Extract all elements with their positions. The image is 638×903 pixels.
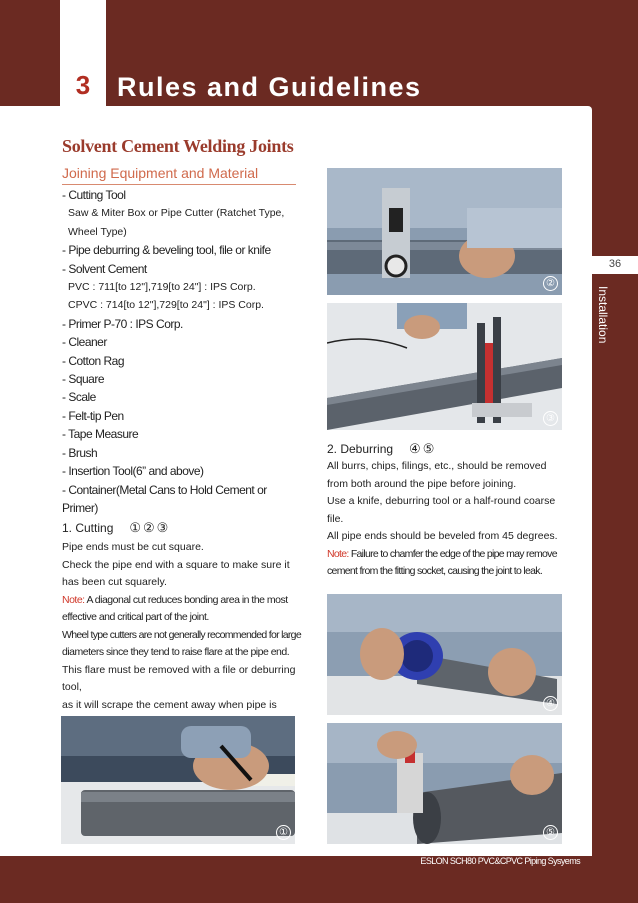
deburring-line: All burrs, chips, filings, etc., should be removed	[327, 460, 547, 472]
list-item: - Brush	[62, 445, 98, 460]
list-item: - Cutting Tool	[62, 188, 126, 202]
deburring-note-label: Note:	[327, 547, 349, 560]
photo-chamfer-tool	[327, 723, 562, 844]
list-item: - Insertion Tool(6” and above)	[62, 464, 204, 479]
list-item: - Cleaner	[62, 335, 107, 350]
photo-beveling-tool-drawing	[327, 594, 562, 715]
deburring-heading	[327, 441, 436, 457]
equipment-list	[62, 186, 302, 517]
deburring-line: All pipe ends should be beveled from 45 degrees.	[327, 530, 558, 542]
section-subtitle: Joining Equipment and Material	[62, 165, 296, 185]
cutting-note-line: as it will scrape the cement away when pipe is	[62, 698, 277, 711]
cutting-note-label: Note:	[62, 593, 85, 606]
chapter-title: Rules and Guidelines	[117, 72, 422, 102]
deburring-refs: ④⑤	[409, 441, 437, 456]
photo-pipe-cutter	[327, 168, 562, 295]
section-side-label: Installation	[596, 286, 610, 344]
photo-marking-pipe-drawing	[61, 716, 295, 844]
deburring-line: from both around the pipe before joining.	[327, 477, 517, 490]
list-item: - Square	[62, 372, 105, 387]
cutting-line: has been cut squarely.	[62, 576, 167, 588]
page-number: 36	[608, 258, 622, 270]
list-item: - Cotton Rag	[62, 353, 125, 368]
photo-miter-saw-drawing	[327, 303, 562, 430]
list-item: Saw & Miter Box or Pipe Cutter (Ratchet Type,	[68, 207, 285, 220]
cutting-note-line: This flare must be removed with a file or deburring tool,	[62, 663, 296, 693]
deburring-heading-text: 2. Deburring	[327, 442, 394, 456]
photo-chamfer-tool-drawing	[327, 723, 562, 844]
cutting-refs: ①②③	[129, 520, 171, 535]
photo-badge: ②	[543, 276, 558, 291]
deburring-note-line: cement from the fitting socket, causing the joint to leak.	[327, 565, 543, 577]
list-item: - Tape Measure	[62, 427, 139, 442]
section-title: Solvent Cement Welding Joints	[62, 136, 294, 156]
cutting-note-line: effective and critical part of the joint.	[62, 611, 209, 623]
deburring-line: Use a knife, deburring tool or a half-round coarse	[327, 495, 556, 507]
photo-miter-saw	[327, 303, 562, 430]
list-item: - Scale	[62, 390, 96, 405]
photo-beveling-tool	[327, 594, 562, 715]
cutting-heading	[62, 520, 170, 536]
photo-pipe-cutter-drawing	[327, 168, 562, 295]
list-item: Wheel Type)	[68, 225, 127, 238]
cutting-heading-text: 1. Cutting	[62, 521, 114, 535]
cutting-note-line: Wheel type cutters are not generally recommended for large	[62, 628, 301, 641]
list-item: PVC : 711[to 12"],719[to 24"] : IPS Corp.	[68, 281, 256, 294]
cutting-note-line: diameters since they tend to raise flare at the pipe end.	[62, 646, 290, 658]
photo-badge: ④	[543, 696, 558, 711]
list-item: - Solvent Cement	[62, 261, 147, 276]
list-item: CPVC : 714[to 12"],729[to 24"] : IPS Corp.	[68, 299, 264, 312]
photo-badge: ⑤	[543, 825, 558, 840]
deburring-line: file.	[327, 512, 344, 525]
photo-badge: ③	[543, 411, 558, 426]
cutting-line: Pipe ends must be cut square.	[62, 541, 204, 553]
photo-marking-pipe	[61, 716, 295, 844]
list-item: - Primer P-70 : IPS Corp.	[62, 316, 183, 331]
list-item: - Container(Metal Cans to Hold Cement or Primer)	[62, 482, 267, 515]
list-item: - Felt-tip Pen	[62, 408, 124, 423]
cutting-note-line: A diagonal cut reduces bonding area in the most	[84, 593, 288, 606]
deburring-body	[327, 458, 567, 581]
deburring-note-line: Failure to chamfer the edge of the pipe may remove	[348, 547, 557, 560]
footer-text: ESLON SCH80 PVC&CPVC Piping Sysyems	[420, 856, 580, 866]
list-item: - Pipe deburring & beveling tool, file or knife	[62, 243, 271, 258]
chapter-number: 3	[75, 70, 91, 100]
cutting-line: Check the pipe end with a square to make sure it	[62, 558, 290, 571]
photo-badge: ①	[276, 825, 291, 840]
